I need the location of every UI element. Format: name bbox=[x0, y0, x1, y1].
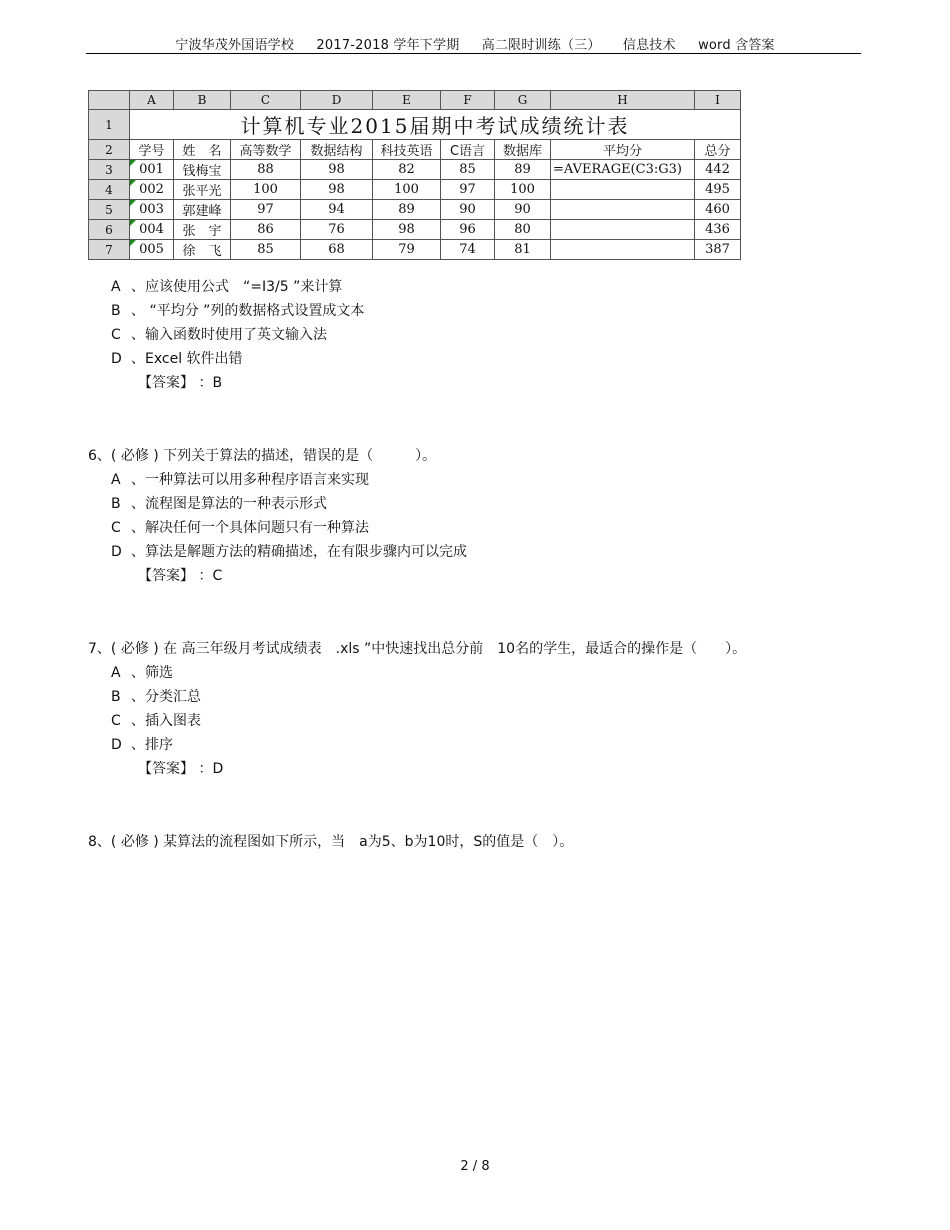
header-subject: 信息技术 bbox=[622, 38, 676, 53]
data-cell: 90 bbox=[441, 200, 495, 220]
option-text: 、输入函数时使用了英文输入法 bbox=[131, 327, 327, 343]
option-text: 、应该使用公式 “=I3/5 ”来计算 bbox=[131, 279, 343, 295]
data-cell: 82 bbox=[373, 160, 441, 180]
row-number: 7 bbox=[89, 240, 130, 260]
row-number: 5 bbox=[89, 200, 130, 220]
header-cell: 数据库 bbox=[495, 140, 551, 160]
option-letter: D bbox=[111, 737, 122, 753]
q7-stem: 7、( 必修 ) 在 高三年级月考试成绩表 .xls ”中快速找出总分前 10名的学生，最适合的操作是（ ）。 bbox=[88, 641, 747, 657]
data-cell: 89 bbox=[495, 160, 551, 180]
q8-stem: 8、( 必修 ) 某算法的流程图如下所示，当 a为5、b为10时，S的值是（ ）。 bbox=[88, 834, 574, 850]
data-cell: 76 bbox=[301, 220, 373, 240]
column-header: E bbox=[373, 91, 441, 110]
data-cell: 97 bbox=[231, 200, 301, 220]
header-cell: 高等数学 bbox=[231, 140, 301, 160]
data-cell: 张平光 bbox=[174, 180, 231, 200]
formula-cell: =AVERAGE(C3:G3) bbox=[551, 160, 695, 180]
header-cell: 学号 bbox=[130, 140, 174, 160]
data-cell: 442 bbox=[695, 160, 741, 180]
data-cell: 98 bbox=[373, 220, 441, 240]
option-letter: D bbox=[111, 351, 122, 367]
row-number: 3 bbox=[89, 160, 130, 180]
header-cell: C语言 bbox=[441, 140, 495, 160]
sheet-row bbox=[89, 240, 741, 260]
data-cell: 460 bbox=[695, 200, 741, 220]
data-cell bbox=[551, 220, 695, 240]
header-format: word 含答案 bbox=[698, 38, 775, 53]
q6-option-c bbox=[111, 517, 369, 537]
option-text: 、流程图是算法的一种表示形式 bbox=[131, 496, 327, 512]
q6-stem: 6、( 必修 ) 下列关于算法的描述，错误的是（ ）。 bbox=[88, 448, 437, 464]
data-cell: 85 bbox=[231, 240, 301, 260]
header-divider bbox=[86, 53, 861, 54]
q5-option-d bbox=[111, 348, 243, 368]
data-cell: 100 bbox=[373, 180, 441, 200]
data-cell: 005 bbox=[130, 240, 174, 260]
data-cell: 85 bbox=[441, 160, 495, 180]
option-letter: C bbox=[111, 713, 121, 729]
data-cell: 张 宇 bbox=[174, 220, 231, 240]
page-header bbox=[0, 34, 950, 53]
data-cell bbox=[551, 180, 695, 200]
q6-answer: 【答案】 ：C bbox=[138, 568, 223, 584]
option-letter: D bbox=[111, 544, 122, 560]
column-header: G bbox=[495, 91, 551, 110]
data-cell: 68 bbox=[301, 240, 373, 260]
data-cell: 86 bbox=[231, 220, 301, 240]
data-cell: 郭建峰 bbox=[174, 200, 231, 220]
q7-answer: 【答案】 ：D bbox=[138, 761, 224, 777]
option-text: 、解决任何一个具体问题只有一种算法 bbox=[131, 520, 369, 536]
data-cell: 97 bbox=[441, 180, 495, 200]
q7-option-c bbox=[111, 710, 201, 730]
sheet-row bbox=[89, 110, 741, 140]
option-text: 、算法是解题方法的精确描述，在有限步骤内可以完成 bbox=[131, 544, 467, 560]
option-letter: B bbox=[111, 496, 121, 512]
option-text: 、插入图表 bbox=[131, 713, 201, 729]
column-header: H bbox=[551, 91, 695, 110]
data-cell: 79 bbox=[373, 240, 441, 260]
q7-option-a bbox=[111, 662, 173, 682]
option-text: 、排序 bbox=[131, 737, 173, 753]
header-exam: 高二限时训练（三） bbox=[481, 38, 601, 53]
sheet-row bbox=[89, 140, 741, 160]
header-cell: 姓 名 bbox=[174, 140, 231, 160]
option-letter: A bbox=[111, 279, 121, 295]
data-cell: 001 bbox=[130, 160, 174, 180]
data-cell: 004 bbox=[130, 220, 174, 240]
header-cell: 平均分 bbox=[551, 140, 695, 160]
q7-option-b bbox=[111, 686, 201, 706]
header-cell: 数据结构 bbox=[301, 140, 373, 160]
q6-option-d bbox=[111, 541, 467, 561]
sheet-row bbox=[89, 220, 741, 240]
data-cell: 74 bbox=[441, 240, 495, 260]
header-school: 宁波华茂外国语学校 bbox=[175, 38, 295, 53]
data-cell: 98 bbox=[301, 160, 373, 180]
column-header: D bbox=[301, 91, 373, 110]
data-cell: 81 bbox=[495, 240, 551, 260]
data-cell: 80 bbox=[495, 220, 551, 240]
row-number: 2 bbox=[89, 140, 130, 160]
sheet-row bbox=[89, 160, 741, 180]
spreadsheet-image bbox=[88, 90, 741, 260]
data-cell: 100 bbox=[231, 180, 301, 200]
q6-option-b bbox=[111, 493, 327, 513]
data-cell: 436 bbox=[695, 220, 741, 240]
data-cell: 96 bbox=[441, 220, 495, 240]
data-cell: 钱梅宝 bbox=[174, 160, 231, 180]
q7-option-d bbox=[111, 734, 173, 754]
q5-option-c bbox=[111, 324, 327, 344]
q5-option-a bbox=[111, 276, 342, 296]
page-number: 2 / 8 bbox=[460, 1159, 490, 1174]
column-header: C bbox=[231, 91, 301, 110]
data-cell: 94 bbox=[301, 200, 373, 220]
option-text: 、分类汇总 bbox=[131, 689, 201, 705]
option-letter: A bbox=[111, 472, 121, 488]
column-header: B bbox=[174, 91, 231, 110]
option-text: 、筛选 bbox=[131, 665, 173, 681]
column-header: A bbox=[130, 91, 174, 110]
sheet-row bbox=[89, 180, 741, 200]
data-cell: 89 bbox=[373, 200, 441, 220]
corner-cell bbox=[89, 91, 130, 110]
header-term: 2017-2018 学年下学期 bbox=[316, 38, 460, 53]
data-cell: 002 bbox=[130, 180, 174, 200]
data-cell: 98 bbox=[301, 180, 373, 200]
data-cell: 495 bbox=[695, 180, 741, 200]
option-letter: B bbox=[111, 303, 121, 319]
row-number: 1 bbox=[89, 110, 130, 140]
data-cell bbox=[551, 240, 695, 260]
data-cell: 徐 飞 bbox=[174, 240, 231, 260]
row-number: 4 bbox=[89, 180, 130, 200]
option-letter: C bbox=[111, 520, 121, 536]
option-letter: B bbox=[111, 689, 121, 705]
data-cell bbox=[551, 200, 695, 220]
sheet-row bbox=[89, 200, 741, 220]
option-text: 、一种算法可以用多种程序语言来实现 bbox=[131, 472, 369, 488]
data-cell: 003 bbox=[130, 200, 174, 220]
sheet-title: 计算机专业2015届期中考试成绩统计表 bbox=[130, 110, 741, 140]
column-header-row bbox=[89, 91, 741, 110]
data-cell: 100 bbox=[495, 180, 551, 200]
header-cell: 总分 bbox=[695, 140, 741, 160]
q6-option-a bbox=[111, 469, 369, 489]
column-header: I bbox=[695, 91, 741, 110]
q5-answer: 【答案】 ：B bbox=[138, 375, 223, 391]
column-header: F bbox=[441, 91, 495, 110]
data-cell: 88 bbox=[231, 160, 301, 180]
option-text: 、Excel 软件出错 bbox=[131, 351, 243, 367]
data-cell: 387 bbox=[695, 240, 741, 260]
row-number: 6 bbox=[89, 220, 130, 240]
option-letter: C bbox=[111, 327, 121, 343]
q5-option-b bbox=[111, 300, 364, 320]
option-letter: A bbox=[111, 665, 121, 681]
header-cell: 科技英语 bbox=[373, 140, 441, 160]
data-cell: 90 bbox=[495, 200, 551, 220]
option-text: 、 “平均分 ”列的数据格式设置成文本 bbox=[131, 303, 365, 319]
